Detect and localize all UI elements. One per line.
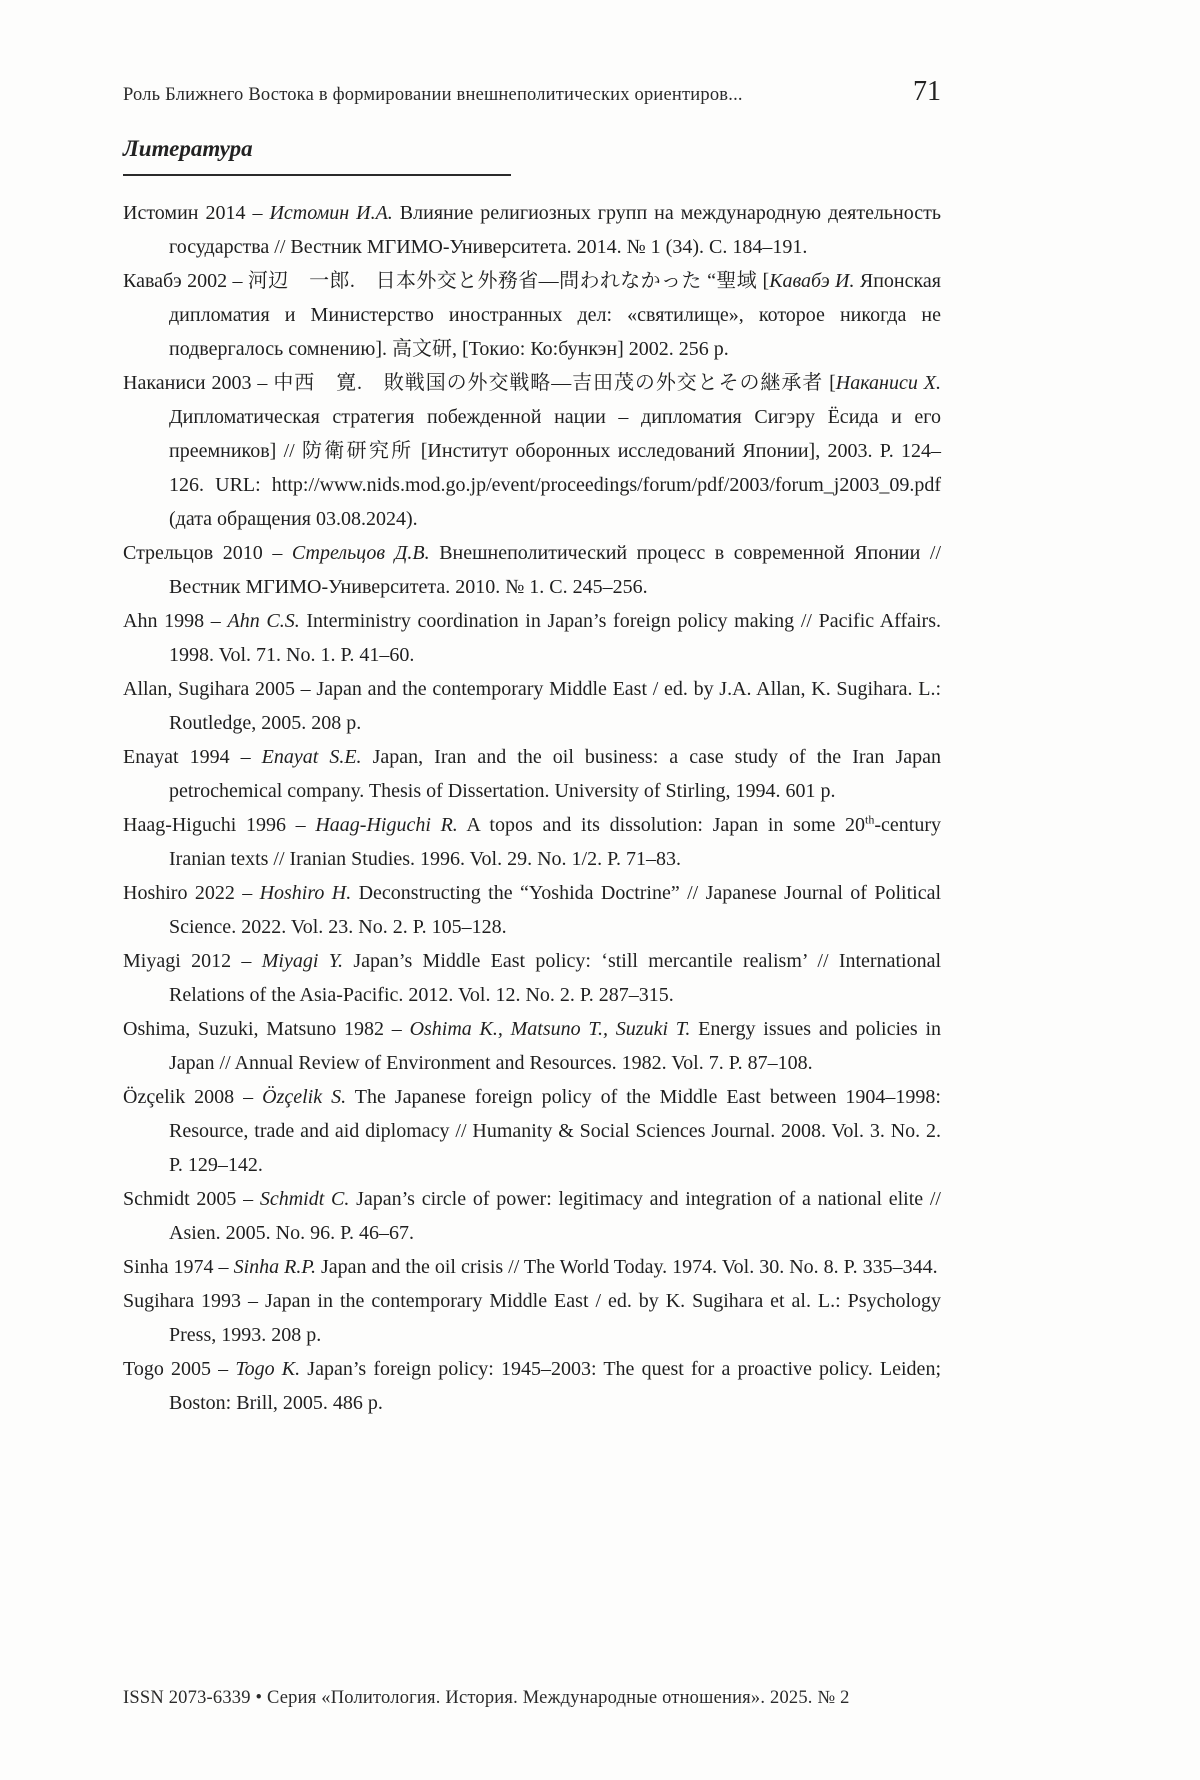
reference-text: Japan’s circle of power: legitimacy and integration of a national elite // Asien. 2005. No. 96. P. 46–67.	[169, 1188, 941, 1244]
reference-text: Дипломатическая стратегия побежденной нации – дипломатия Сигэру Ёсида и его преемников] // 防衛研究所 [Институт оборонных исследований Японии], 2003. P. 124–126. URL: http://www.nids.mod.go.jp/event/proceedings/forum/pdf/2003/forum_j2003_09.pdf (дата обращения 03.08.2024).	[169, 406, 941, 530]
reference-text: The Japanese foreign policy of the Middle East between 1904–1998: Resource, trade and aid diplomacy // Humanity & Social Sciences Journal. 2008. Vol. 3. No. 2. P. 129–142.	[169, 1086, 941, 1176]
reference-text: th	[865, 812, 875, 827]
reference-text: Japan’s foreign policy: 1945–2003: The quest for a proactive policy. Leiden; Boston: Brill, 2005. 486 p.	[169, 1358, 941, 1414]
reference-authors: Haag-Higuchi R.	[315, 814, 458, 836]
reference-authors: Hoshiro H.	[259, 882, 352, 904]
reference-authors: Togo K.	[235, 1358, 301, 1380]
reference-text: Hoshiro 2022 –	[123, 882, 260, 904]
reference-text: Energy issues and policies in Japan // Annual Review of Environment and Resources. 1982. Vol. 7. P. 87–108.	[169, 1018, 941, 1074]
reference-item	[123, 196, 941, 264]
reference-item	[123, 1080, 941, 1182]
reference-authors: Oshima K., Matsuno T., Suzuki T.	[409, 1018, 691, 1040]
reference-authors: Miyagi Y.	[261, 950, 344, 972]
section-title: Литература	[123, 136, 253, 161]
reference-item	[123, 1182, 941, 1250]
reference-authors: Кавабэ И.	[769, 270, 855, 292]
reference-text: Oshima, Suzuki, Matsuno 1982 –	[123, 1018, 410, 1040]
reference-text: Togo 2005 –	[123, 1358, 236, 1380]
reference-text: Истомин 2014 –	[123, 202, 270, 224]
reference-text: Влияние религиозных групп на международную деятельность государства // Вестник МГИМО-Университета. 2014. № 1 (34). С. 184–191.	[169, 202, 941, 258]
section-title-rule	[123, 174, 511, 176]
reference-text: Japan’s Middle East policy: ‘still mercantile realism’ // International Relations of the Asia-Pacific. 2012. Vol. 12. No. 2. P. 287–315.	[169, 950, 942, 1006]
reference-item	[123, 536, 941, 604]
reference-item	[123, 944, 941, 1012]
reference-text: A topos and its dissolution: Japan in some 20	[457, 814, 866, 836]
reference-authors: Стрельцов Д.В.	[291, 542, 430, 564]
reference-authors: Özçelik S.	[262, 1086, 347, 1108]
running-header	[123, 76, 941, 108]
reference-authors: Schmidt C.	[259, 1188, 350, 1210]
reference-text: Кавабэ 2002 – 河辺 一郎. 日本外交と外務省—問われなかった “聖域 [	[123, 270, 770, 292]
reference-authors: Наканиси Х.	[835, 372, 941, 394]
reference-text: Японская дипломатия и Министерство иностранных дел: «святилище», которое никогда не подвергалось сомнению]. 高文研, [Токио: Ко:бункэн] 2002. 256 p.	[169, 270, 941, 360]
page-footer: ISSN 2073-6339 • Серия «Политология. История. Международные отношения». 2025. № 2	[123, 1688, 850, 1708]
reference-text: Japan, Iran and the oil business: a case study of the Iran Japan petrochemical company. Thesis of Dissertation. University of Stirling, 1994. 601 p.	[169, 746, 941, 802]
reference-text: Schmidt 2005 –	[123, 1188, 260, 1210]
reference-authors: Sinha R.P.	[233, 1256, 316, 1278]
reference-item	[123, 672, 941, 740]
reference-item	[123, 1284, 941, 1352]
reference-item	[123, 1352, 941, 1420]
reference-text: Стрельцов 2010 –	[123, 542, 292, 564]
reference-item	[123, 1012, 941, 1080]
reference-item	[123, 366, 941, 536]
reference-text: -century Iranian texts // Iranian Studies. 1996. Vol. 29. No. 1/2. P. 71–83.	[169, 814, 941, 870]
page-number: 71	[913, 76, 941, 107]
section-head	[123, 136, 511, 176]
reference-text: Allan, Sugihara 2005 – Japan and the contemporary Middle East / ed. by J.A. Allan, K. Sugihara. L.: Routledge, 2005. 208 p.	[123, 678, 941, 734]
reference-item	[123, 740, 941, 808]
reference-text: Sugihara 1993 – Japan in the contemporary Middle East / ed. by K. Sugihara et al. L.: Psychology Press, 1993. 208 p.	[123, 1290, 941, 1346]
reference-text: Japan and the oil crisis // The World Today. 1974. Vol. 30. No. 8. P. 335–344.	[315, 1256, 938, 1278]
reference-text: Özçelik 2008 –	[123, 1086, 263, 1108]
reference-item	[123, 876, 941, 944]
reference-text: Deconstructing the “Yoshida Doctrine” // Japanese Journal of Political Science. 2022. Vol. 23. No. 2. P. 105–128.	[169, 882, 941, 938]
reference-authors: Ahn C.S.	[227, 610, 300, 632]
reference-item	[123, 1250, 941, 1284]
reference-text: Haag-Higuchi 1996 –	[123, 814, 316, 836]
running-header-title: Роль Ближнего Востока в формировании внешнеполитических ориентиров...	[123, 85, 743, 105]
reference-item	[123, 604, 941, 672]
references-list	[123, 196, 941, 1420]
reference-item	[123, 264, 941, 366]
reference-text: Ahn 1998 –	[123, 610, 228, 632]
reference-text: Interministry coordination in Japan’s foreign policy making // Pacific Affairs. 1998. Vol. 71. No. 1. P. 41–60.	[169, 610, 941, 666]
reference-text: Внешнеполитический процесс в современной Японии // Вестник МГИМО-Университета. 2010. № 1. С. 245–256.	[169, 542, 942, 598]
reference-item	[123, 808, 941, 876]
reference-text: Sinha 1974 –	[123, 1256, 234, 1278]
reference-text: Enayat 1994 –	[123, 746, 262, 768]
reference-text: Miyagi 2012 –	[123, 950, 262, 972]
reference-authors: Enayat S.E.	[261, 746, 362, 768]
reference-text: Наканиси 2003 – 中西 寛. 敗戦国の外交戦略—吉田茂の外交とその継承者 [	[123, 372, 836, 394]
reference-authors: Истомин И.А.	[269, 202, 393, 224]
